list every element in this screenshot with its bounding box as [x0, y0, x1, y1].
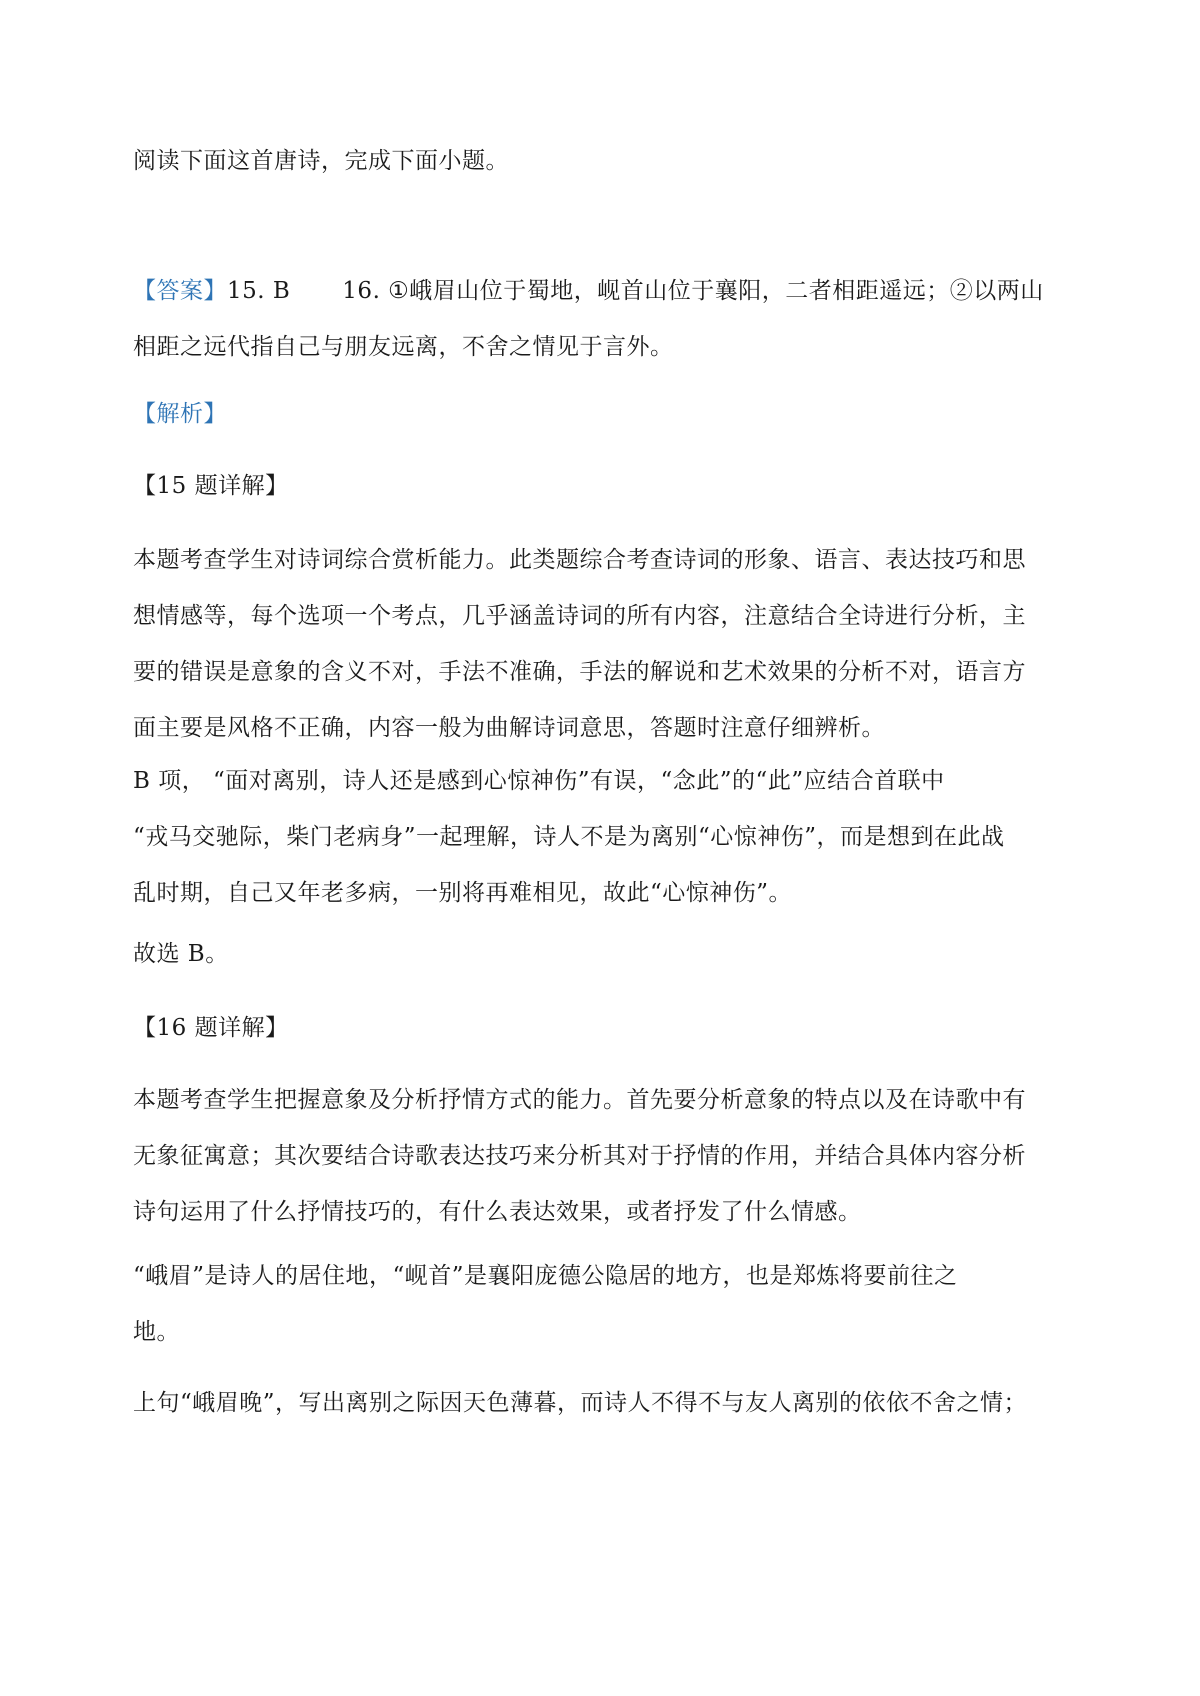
q16-paragraph-3 — [133, 1375, 1083, 1431]
q16-p1-line-2: 无象征寓意；其次要结合诗歌表达技巧来分析其对于抒情的作用，并结合具体内容分析 — [133, 1143, 1026, 1169]
q16-heading-text: 【16 题详解】 — [133, 1015, 289, 1041]
analysis-heading — [133, 386, 1083, 442]
answer-line-1 — [133, 263, 1083, 319]
q16-p2-line-1: “峨眉”是诗人的居住地，“岘首”是襄阳庞德公隐居的地方，也是郑炼将要前往之 — [133, 1263, 958, 1289]
q16-paragraph-2 — [133, 1248, 1083, 1360]
answer-q16: 16. ①峨眉山位于蜀地，岘首山位于襄阳，二者相距遥远；②以两山 — [342, 278, 1044, 304]
analysis-tag: 【解析】 — [133, 401, 227, 427]
q15-p2-line-3: 乱时期，自己又年老多病，一别将再难相见，故此“心惊神伤”。 — [133, 880, 793, 906]
q16-heading — [133, 1000, 1083, 1056]
q15-p1-line-1: 本题考查学生对诗词综合赏析能力。此类题综合考查诗词的形象、语言、表达技巧和思 — [133, 547, 1026, 573]
q15-p2-line-2: “戎马交驰际，柴门老病身”一起理解，诗人不是为离别“心惊神伤”，而是想到在此战 — [133, 824, 1005, 850]
q15-paragraph-2 — [133, 753, 1083, 921]
intro-instruction — [133, 133, 1083, 189]
answer-block — [133, 263, 1083, 375]
q16-p1-line-3: 诗句运用了什么抒情技巧的，有什么表达效果，或者抒发了什么情感。 — [133, 1199, 862, 1225]
q16-paragraph-1 — [133, 1072, 1083, 1240]
q15-p2-line-1: B 项， “面对离别，诗人还是感到心惊神伤”有误，“念此”的“此”应结合首联中 — [133, 768, 945, 794]
q15-conclusion-text: 故选 B。 — [133, 941, 229, 967]
q16-p1-line-1: 本题考查学生把握意象及分析抒情方式的能力。首先要分析意象的特点以及在诗歌中有 — [133, 1087, 1026, 1113]
q15-p1-line-4: 面主要是风格不正确，内容一般为曲解诗词意思，答题时注意仔细辨析。 — [133, 715, 885, 741]
q15-conclusion — [133, 926, 1083, 982]
q16-p2-line-2: 地。 — [133, 1319, 180, 1345]
intro-text: 阅读下面这首唐诗，完成下面小题。 — [133, 148, 509, 174]
q16-p3-line-1: 上句“峨眉晚”，写出离别之际因天色薄暮，而诗人不得不与友人离别的依依不舍之情； — [133, 1390, 1028, 1416]
q15-heading — [133, 458, 1083, 514]
answer-line-2: 相距之远代指自己与朋友远离，不舍之情见于言外。 — [133, 334, 674, 360]
q15-p1-line-3: 要的错误是意象的含义不对，手法不准确，手法的解说和艺术效果的分析不对，语言方 — [133, 659, 1026, 685]
answer-tag: 【答案】 — [133, 278, 227, 304]
q15-p1-line-2: 想情感等，每个选项一个考点，几乎涵盖诗词的所有内容，注意结合全诗进行分析，主 — [133, 603, 1026, 629]
answer-q15: 15. B — [227, 278, 291, 304]
q15-paragraph-1 — [133, 532, 1083, 756]
q15-heading-text: 【15 题详解】 — [133, 473, 289, 499]
